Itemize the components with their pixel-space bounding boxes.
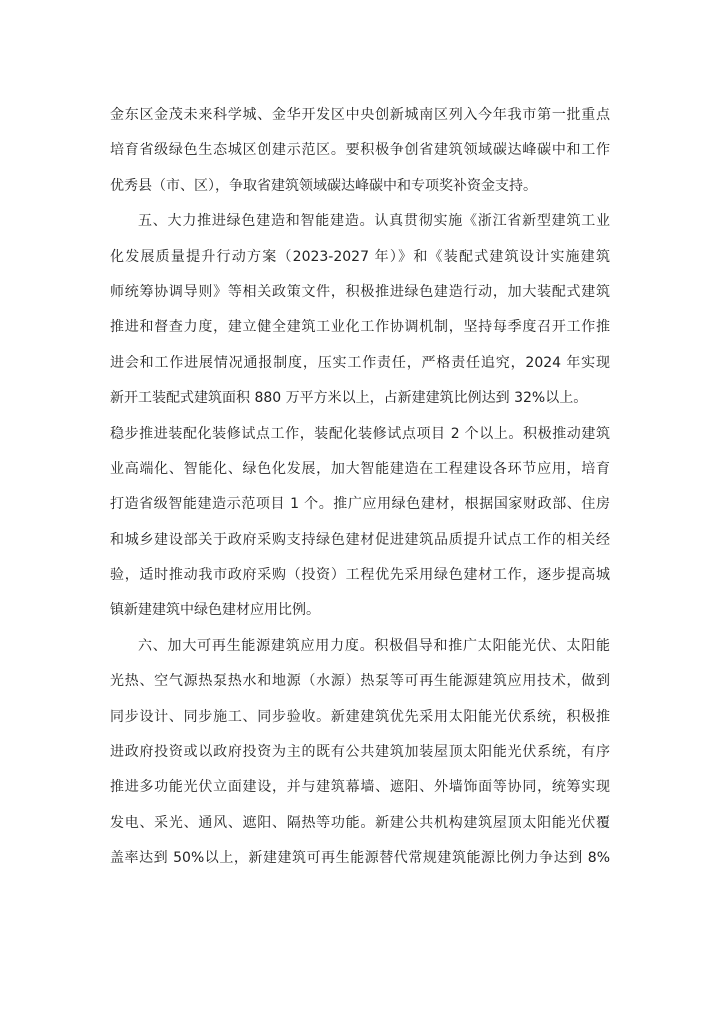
- text-line: 师统筹协调导则》等相关政策文件，积极推进绿色建造行动，加大装配式建筑: [110, 283, 610, 300]
- text-line: 和城乡建设部关于政府采购支持绿色建材促进建筑品质提升试点工作的相关经: [110, 531, 610, 548]
- text-line: 盖率达到 50%以上，新建建筑可再生能源替代常规建筑能源比例力争达到 8%: [110, 850, 610, 867]
- text-line: 推进和督查力度，建立健全建筑工业化工作协调机制，坚持每季度召开工作推: [110, 319, 610, 336]
- text-line: 进政府投资或以政府投资为主的既有公共建筑加装屋顶太阳能光伏系统，有序: [110, 744, 610, 761]
- text-line: 化发展质量提升行动方案（2023-2027 年）》和《装配式建筑设计实施建筑: [110, 248, 610, 265]
- text-line: 同步设计、同步施工、同步验收。新建建筑优先采用太阳能光伏系统，积极推: [110, 708, 610, 725]
- text-line: 培育省级绿色生态城区创建示范区。要积极争创省建筑领域碳达峰碳中和工作: [110, 142, 610, 159]
- text-line: 推进多功能光伏立面建设，并与建筑幕墙、遮阳、外墙饰面等协同，统筹实现: [110, 779, 610, 796]
- body-text: [110, 102, 610, 881]
- text-line: 业高端化、智能化、绿色化发展，加大智能建造在工程建设各环节应用，培育: [110, 460, 610, 477]
- text-line: 光热、空气源热泵热水和地源（水源）热泵等可再生能源建筑应用技术，做到: [110, 673, 610, 690]
- text-line: 打造省级智能建造示范项目 1 个。推广应用绿色建材，根据国家财政部、住房: [110, 496, 610, 513]
- text-line: 发电、采光、通风、遮阳、隔热等功能。新建公共机构建筑屋顶太阳能光伏覆: [110, 814, 610, 831]
- section-heading-line: 六、加大可再生能源建筑应用力度。积极倡导和推广太阳能光伏、太阳能: [138, 637, 610, 654]
- text-line: 新开工装配式建筑面积 880 万平方米以上，占新建建筑比例达到 32%以上。: [110, 390, 588, 407]
- text-line: 镇新建建筑中绿色建材应用比例。: [110, 602, 320, 619]
- text-line: 验，适时推动我市政府采购（投资）工程优先采用绿色建材工作，逐步提高城: [110, 567, 610, 584]
- text-line: 金东区金茂未来科学城、金华开发区中央创新城南区列入今年我市第一批重点: [110, 107, 610, 123]
- text-line: 稳步推进装配化装修试点工作，装配化装修试点项目 2 个以上。积极推动建筑: [110, 425, 610, 442]
- text-line: 进会和工作进展情况通报制度，压实工作责任，严格责任追究，2024 年实现: [110, 354, 610, 371]
- section-heading-line: 五、大力推进绿色建造和智能建造。认真贯彻实施《浙江省新型建筑工业: [138, 213, 610, 230]
- text-line: 优秀县（市、区），争取省建筑领域碳达峰碳中和专项奖补资金支持。: [110, 177, 537, 194]
